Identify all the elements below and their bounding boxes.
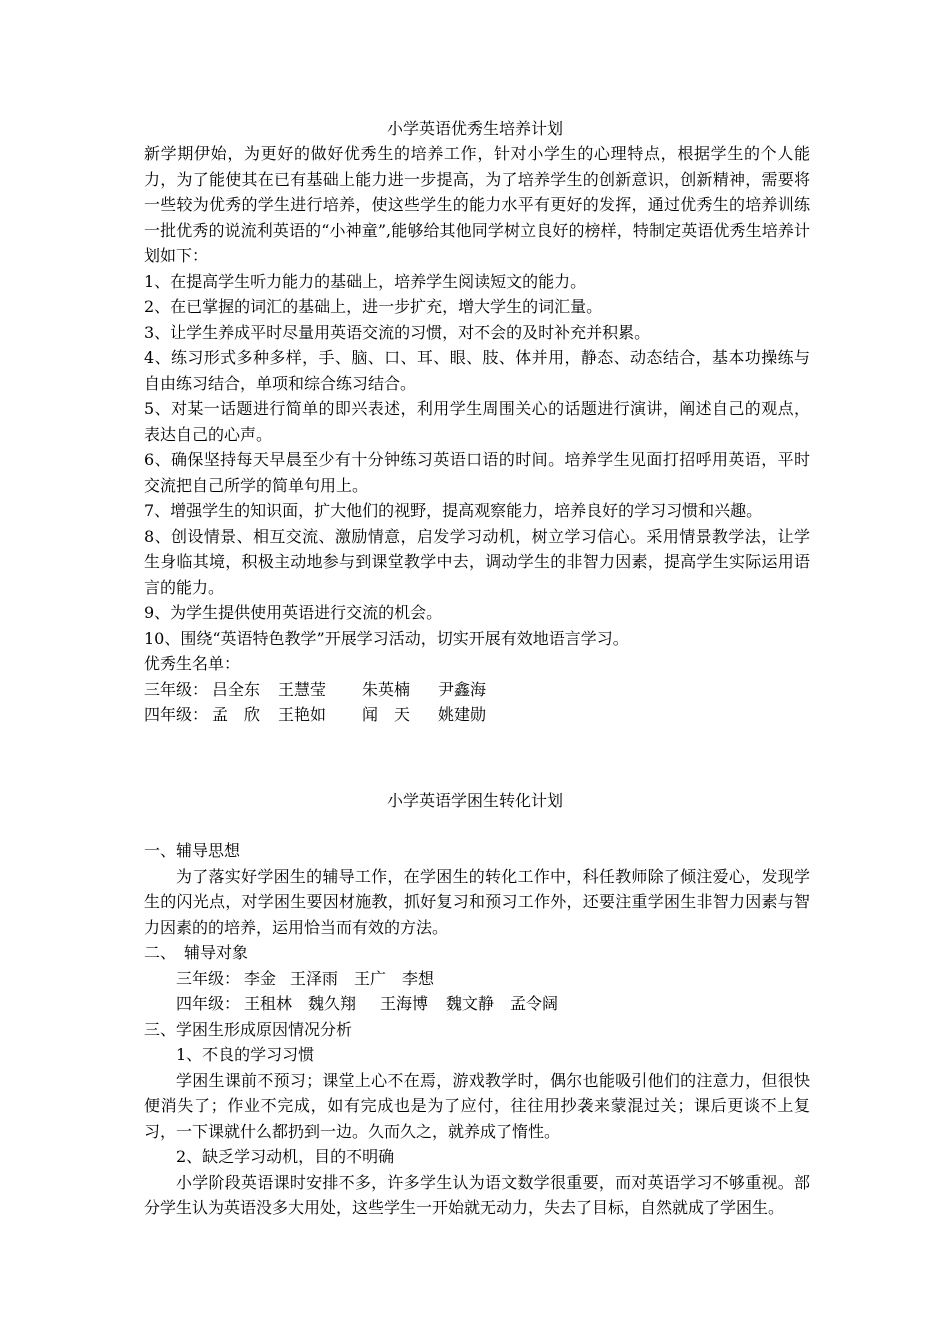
student-name: 魏文静 bbox=[446, 994, 495, 1013]
student-name: 李想 bbox=[402, 968, 435, 988]
doc1-body bbox=[144, 141, 810, 728]
doc1-item: 9、为学生提供使用英语进行交流的机会。 bbox=[144, 603, 443, 622]
student-name: 吕全东 bbox=[212, 679, 261, 699]
student-name: 朱英楠 bbox=[362, 679, 411, 699]
student-name: 王海博 bbox=[380, 994, 429, 1013]
student-name: 王广 bbox=[354, 968, 387, 988]
doc1-grade4-row bbox=[144, 702, 810, 728]
doc1-grade3-row bbox=[144, 677, 810, 703]
doc2-section-body: 小学阶段英语课时安排不多，许多学生认为语文数学很重要，而对英语学习不够重视。部分学生认为英语没多大用处，这些学生一开始就无动力，失去了目标，自然就成了学困生。 bbox=[144, 1172, 810, 1217]
doc1-item: 7、增强学生的知识面，扩大他们的视野，提高观察能力，培养良好的学习习惯和兴趣。 bbox=[144, 501, 763, 520]
doc1-item: 5、对某一话题进行简单的即兴表述，利用学生周围关心的话题进行演讲，阐述自己的观点，表达自己的心声。 bbox=[144, 399, 810, 444]
doc2-subheading: 2、缺乏学习动机，目的不明确 bbox=[176, 1147, 395, 1166]
student-name: 尹鑫海 bbox=[438, 679, 487, 699]
student-name: 王租林 bbox=[244, 994, 293, 1013]
grade-label: 三年级： bbox=[144, 679, 209, 699]
doc2-grade3-row bbox=[144, 966, 810, 992]
grade-label: 四年级： bbox=[176, 994, 241, 1013]
student-name: 闻 天 bbox=[362, 705, 411, 724]
doc2-grade4-row bbox=[144, 991, 810, 1017]
student-name: 王慧莹 bbox=[278, 679, 327, 699]
doc1-list-heading: 优秀生名单： bbox=[144, 654, 241, 673]
doc1-item: 2、在已掌握的词汇的基础上，进一步扩充，增大学生的词汇量。 bbox=[144, 297, 603, 316]
doc1-item: 8、创设情景、相互交流、激励情意，启发学习动机，树立学习信心。采用情景教学法，让学生身临其境，积极主动地参与到课堂教学中去，调动学生的非智力因素，提高学生实际运用语言的能力。 bbox=[144, 526, 810, 597]
student-name: 王艳如 bbox=[278, 705, 327, 724]
doc1-item: 10、围绕“英语特色教学”开展学习活动，切实开展有效地语言学习。 bbox=[144, 628, 629, 648]
doc2-section-body: 学困生课前不预习；课堂上心不在焉，游戏教学时，偶尔也能吸引他们的注意力，但很快便消失了；作业不完成，如有完成也是为了应付，往往用抄袭来蒙混过关；课后更谈不上复习，一下课就什么都扔到一边。久而久之，就养成了惰性。 bbox=[144, 1070, 810, 1141]
doc2-section-heading: 一、辅导思想 bbox=[144, 841, 241, 860]
student-name: 李金 bbox=[244, 968, 277, 988]
doc1-title: 小学英语优秀生培养计划 bbox=[386, 119, 563, 138]
doc2-section-heading: 三、学困生形成原因情况分析 bbox=[144, 1019, 353, 1039]
doc2-section-heading: 二、 辅导对象 bbox=[144, 943, 249, 962]
student-name: 魏久翔 bbox=[308, 994, 357, 1013]
student-name: 孟 欣 bbox=[212, 705, 261, 724]
grade-label: 三年级： bbox=[176, 968, 241, 988]
student-name: 孟令阔 bbox=[510, 994, 559, 1013]
doc2-subheading: 1、不良的学习习惯 bbox=[176, 1045, 315, 1064]
doc1-intro: 新学期伊始，为更好的做好优秀生的培养工作，针对小学生的心理特点，根据学生的个人能力，为了能使其在已有基础上能力进一步提高，为了培养学生的创新意识，创新精神，需要将一些较为优秀的学生进行培养，使这些学生的能力水平有更好的发挥，通过优秀生的培养训练一批优秀的说流利英语的“小神童”,能够给其他同学树立良好的榜样，特制定英语优秀生培养计划如下： bbox=[144, 144, 810, 265]
student-name: 姚建勋 bbox=[438, 705, 487, 724]
grade-label: 四年级： bbox=[144, 705, 209, 724]
doc1-item: 3、让学生养成平时尽量用英语交流的习惯，对不会的及时补充并积累。 bbox=[144, 322, 651, 342]
doc1-item: 4、练习形式多种多样，手、脑、口、耳、眼、肢、体并用，静态、动态结合，基本功操练与自由练习结合，单项和综合练习结合。 bbox=[144, 348, 810, 393]
doc2-section-body: 为了落实好学困生的辅导工作，在学困生的转化工作中，科任教师除了倾注爱心，发现学生的闪光点，对学困生要因材施教，抓好复习和预习工作外，还要注重学困生非智力因素与智力因素的的培养，运用恰当而有效的方法。 bbox=[144, 866, 810, 937]
doc1-item: 1、在提高学生听力能力的基础上，培养学生阅读短文的能力。 bbox=[144, 271, 587, 291]
doc1-item: 6、确保坚持每天早晨至少有十分钟练习英语口语的时间。培养学生见面打招呼用英语，平时交流把自己所学的简单句用上。 bbox=[144, 450, 810, 495]
doc2-body bbox=[144, 838, 810, 1221]
student-name: 王泽雨 bbox=[290, 968, 339, 988]
doc2-title: 小学英语学困生转化计划 bbox=[386, 791, 563, 810]
